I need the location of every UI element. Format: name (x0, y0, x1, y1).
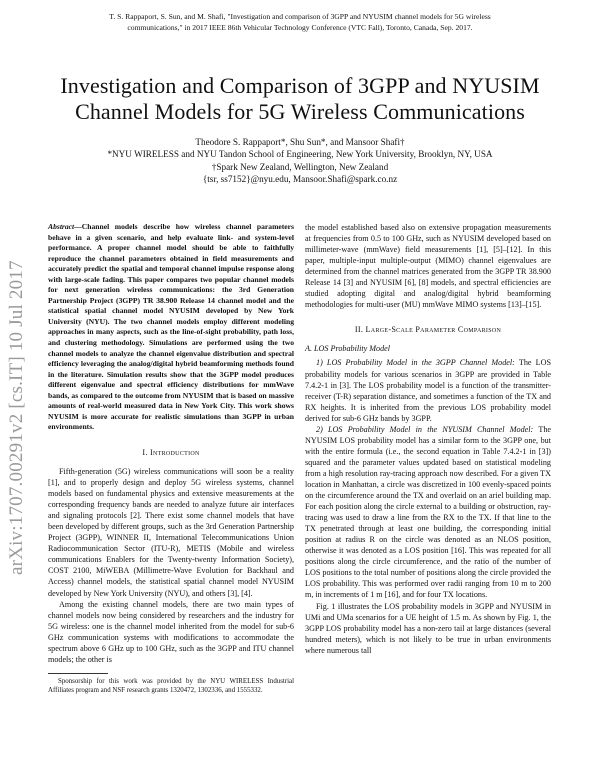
title-line-2: Channel Models for 5G Wireless Communications (75, 99, 525, 124)
citation-header (0, 12, 600, 33)
arxiv-stamp (6, 175, 32, 575)
author-emails: {tsr, ss7152}@nyu.edu, Mansoor.Shafi@spark.co.nz (202, 173, 398, 184)
author-names: Theodore S. Rappaport*, Shu Sun*, and Mansoor Shafi† (195, 137, 405, 147)
fig1-paragraph: Fig. 1 illustrates the LOS probability models in 3GPP and NYUSIM in UMi and UMa scenarios for a UE height of 1.5 m. As shown by Fig. 1, the 3GPP LOS probability model has a non-zero tail at large distances (several hundred meters), which is not likely to be true in urban environments where numerous tall (305, 601, 551, 655)
affiliation-2: †Spark New Zealand, Wellington, New Zealand (211, 161, 389, 172)
section-heading-introduction: I. Introduction (142, 447, 200, 457)
left-column (48, 222, 294, 695)
paper-title (0, 73, 600, 125)
intro-paragraph-2: Among the existing channel models, there are two main types of channel models now being considered by researchers and the industry for 5G wireless: one is the channel model inherited from the model for sub-6 GHz communication systems with modifications to accommodate the spectrum above 6 GHz up to 100 GHz, such as the 3GPP and ITU channel models; the other is (48, 599, 294, 664)
title-line-1: Investigation and Comparison of 3GPP and NYUSIM (60, 73, 540, 98)
los-3gpp-paragraph (305, 357, 551, 423)
abstract-lead: Abstract (48, 222, 75, 231)
citation-line-2: communications," in 2017 IEEE 86th Vehicular Technology Conference (VTC Fall), Toronto, Canada, Sep. 2017. (127, 22, 473, 32)
los-nyusim-paragraph (305, 424, 551, 601)
abstract-text: —Channel models describe how wireless channel parameters behave in a given scenario, and help evaluate link- and system-level performance. A proper channel model should be able to faithfully reproduce the channel parameters obtained in field measurements and accurately predict the spatial and temporal channel impulse response along with large-scale fading. This paper compares two popular channel models for next generation wireless communications: the 3rd Generation Partnership Project (3GPP) TR 38.900 Release 14 channel model and the statistical spatial channel model NYUSIM developed by New York University (NYU). The two channel models employ different modeling approaches in many aspects, such as the line-of-sight probability, path loss, and clustering methodology. Simulations are performed using the two channel models to analyze the channel eigenvalue distribution and spectral efficiency leveraging the analog/digital hybrid beamforming methods found in the literature. Simulation results show that the 3GPP model produces different eigenvalue and spectral efficiency distributions for mmWave bands, as compared to the outcome from NYUSIM that is based on massive amounts of real-world measured data in New York City. This work shows NYUSIM is more accurate for realistic simulations than 3GPP in urban environments. (48, 222, 294, 432)
intro-paragraph-1: Fifth-generation (5G) wireless communications will soon be a reality [1], and to properly design and deploy 5G wireless systems, channel models based on fundamental physics and extensive measurements at the corresponding frequency bands are needed to analyze future air interfaces and signaling protocols [2]. There exist some channel models that have been developed by different groups, such as the 3rd Generation Partnership Project (3GPP), WINNER II, International Telecommunications Union Radiocommunication Sector (ITU-R), METIS (Mobile and wireless communications Enablers for the Twenty-twenty Information Society), COST 2100, MiWEBA (Millimetre-Wave Evolution for Backhaul and Access) channel models, the statistical spatial channel model NYUSIM developed by New York University (NYU), and others [3], [4]. (48, 466, 294, 598)
right-column (305, 222, 551, 656)
section-heading-large-scale: II. Large-Scale Parameter Comparison (354, 325, 502, 335)
los-nyusim-text: The NYUSIM LOS probability model has a similar form to the 3GPP one, but with the entire formula (i.e., the second equation in Table 7.4.2-1 in [3]) squared and the parameter values updated based on statistical modeling from a high resolution ray-tracing approach now described. For a given TX location in Manhattan, a circle was discretized in 100 evenly-spaced points on the circumference around the TX and overlaid on an ariel building map. For each position along the circle external to a building or obstruction, ray-tracing was used to draw a line from the RX to the TX. If that line to the TX penetrated through at least one building, the corresponding initial position at radius R on the circle was denoted as an NLOS position, otherwise it was denoted as a LOS position [16]. This was repeated for all positions along the circle circumference, and the ratio of the number of LOS positions to the total number of positions along the circle provided the LOS probability. This was performed over radii ranging from 10 m to 200 m, in increments of 1 m [16], and for four TX locations. (305, 424, 551, 600)
author-block (0, 136, 600, 185)
footnote-divider (48, 673, 108, 674)
los-nyusim-lead: 2) LOS Probability Model in the NYUSIM Channel Model: (316, 424, 534, 434)
sponsorship-footnote: Sponsorship for this work was provided by the NYU WIRELESS Industrial Affiliates program and NSF research grants 1320472, 1302336, and 1555332. (48, 677, 294, 694)
subsection-los-probability: A. LOS Probability Model (305, 344, 391, 354)
los-3gpp-text: The LOS probability models for various scenarios in 3GPP are provided in Table 7.4.2-1 in [3]. The LOS probability model is a function of the transmitter-receiver (T-R) separation distance, and sometimes a function of the TX and RX heights. It is inherited from the previous LOS probability model derived for sub-6 GHz bands by 3GPP. (305, 358, 551, 423)
abstract (48, 222, 294, 433)
affiliation-1: *NYU WIRELESS and NYU Tandon School of Engineering, New York University, Brooklyn, NY, USA (107, 149, 493, 160)
los-3gpp-lead: 1) LOS Probability Model in the 3GPP Channel Model: (316, 358, 515, 368)
citation-line-1: T. S. Rappaport, S. Sun, and M. Shafi, "Investigation and comparison of 3GPP and NYUSIM channel models for 5G wireless (109, 12, 491, 21)
intro-continuation: the model established based also on extensive propagation measurements at frequencies from 0.5 to 100 GHz, such as NYUSIM developed based on millimeter-wave (mmWave) field measurements [1], [5]–[12]. In this paper, multiple-input multiple-output (MIMO) channel eigenvalues are determined from the channel matrices generated from the 3GPP TR 38.900 Release 14 [3] and NYUSIM [6], [8] models, and spectral efficiencies are studied adopting digital and analog/digital hybrid beamforming methodologies for multi-user (MU) mmWave MIMO systems [13]–[15]. (305, 223, 551, 310)
arxiv-stamp-text: arXiv:1707.00291v2 [cs.IT] 10 Jul 2017 (6, 260, 27, 575)
